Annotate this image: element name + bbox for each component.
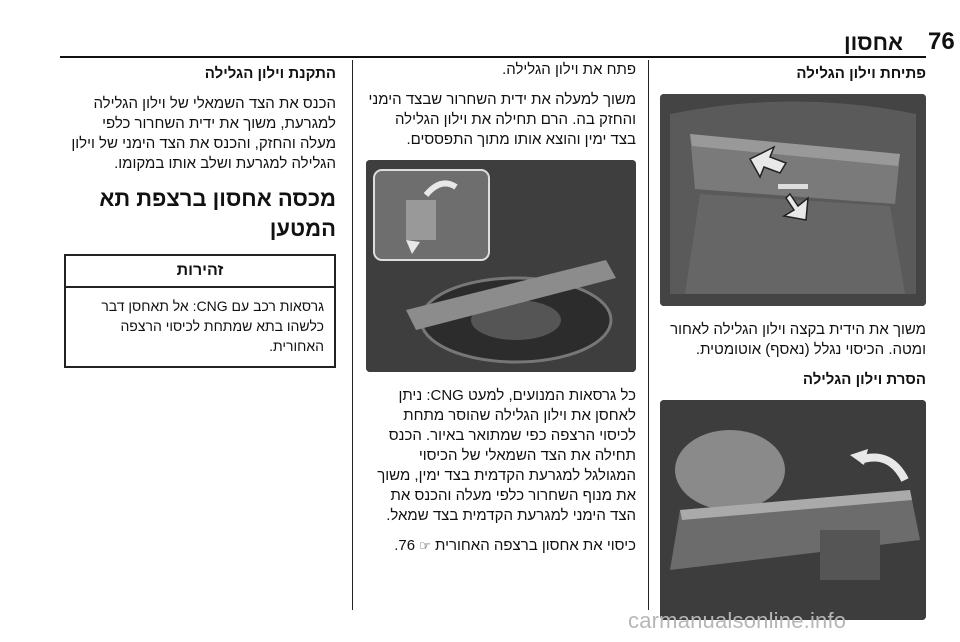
warning-text: גרסאות רכב עם CNG: אל תאחסן דבר כלשהו בתא שמתחת לכיסוי הרצפה האחורית. bbox=[101, 298, 324, 354]
page-reference-icon: ☞ bbox=[415, 539, 431, 554]
figure-spare-wheel-storage bbox=[366, 160, 636, 372]
column-divider-right bbox=[648, 60, 649, 610]
text-install-instructions: הכנס את הצד השמאלי של וילון הגלילה למגרעת, משוך את ידית השחרור כלפי מעלה והחזק, והכנס את הצד הימני של וילון הגלילה למגרעת ושלב אותו במקומו. bbox=[71, 95, 336, 172]
heading-remove-roller: הסרת וילון הגלילה bbox=[802, 371, 926, 388]
column-divider-left bbox=[352, 60, 353, 610]
roller-remove-illustration bbox=[660, 400, 926, 620]
text-cng-storage: כל גרסאות המנועים, למעט CNG: ניתן לאחסן את וילון הגלילה שהוסר מתחת לכיסוי הרצפה כפי שמתואר באיור. הכנס תחילה את הצד השמאלי של הכיסוי המגולגל למגרעת הקדמית בצד ימין, משוך את מנוף השחרור כלפי מעלה והכנס את הצד הימני למגרעת הקדמית בצד שמאל. bbox=[377, 387, 636, 524]
page-header bbox=[60, 22, 955, 58]
warning-box bbox=[64, 254, 336, 368]
text-open-roller: פתח את וילון הגלילה. bbox=[502, 61, 636, 78]
figure-roller-remove bbox=[660, 400, 926, 620]
column-middle bbox=[366, 60, 636, 567]
warning-heading: זהירות bbox=[66, 256, 334, 288]
figure-roller-cover-pull bbox=[660, 94, 926, 306]
text-fold-instructions: משוך את הידית בקצה וילון הגלילה לאחור ומטה. הכיסוי נגלל (נאסף) אוטומטית. bbox=[670, 321, 926, 358]
roller-cover-illustration bbox=[660, 94, 926, 306]
reference-text: כיסוי את אחסון ברצפה האחורית bbox=[435, 537, 636, 554]
column-right bbox=[660, 60, 926, 634]
page-number: 76 bbox=[928, 28, 955, 55]
heading-install-roller: התקנת וילון הגלילה bbox=[204, 65, 336, 82]
reference-page: 76. bbox=[394, 537, 416, 554]
spare-wheel-illustration bbox=[366, 160, 636, 372]
section-title-floor-cover: מכסה אחסון ברצפת תא המטען bbox=[99, 186, 336, 241]
column-left bbox=[64, 60, 336, 368]
watermark: carmanualsonline.info bbox=[628, 608, 847, 633]
text-release-handle: משוך למעלה את ידית השחרור שבצד הימני והחזק בה. הרם תחילה את וילון הגלילה בצד ימין והוצא אותו מתוך התפססים. bbox=[368, 91, 636, 148]
text-reference bbox=[366, 536, 636, 557]
chapter-title: אחסון bbox=[844, 30, 904, 55]
heading-open-roller: פתיחת וילון הגלילה bbox=[796, 65, 926, 82]
